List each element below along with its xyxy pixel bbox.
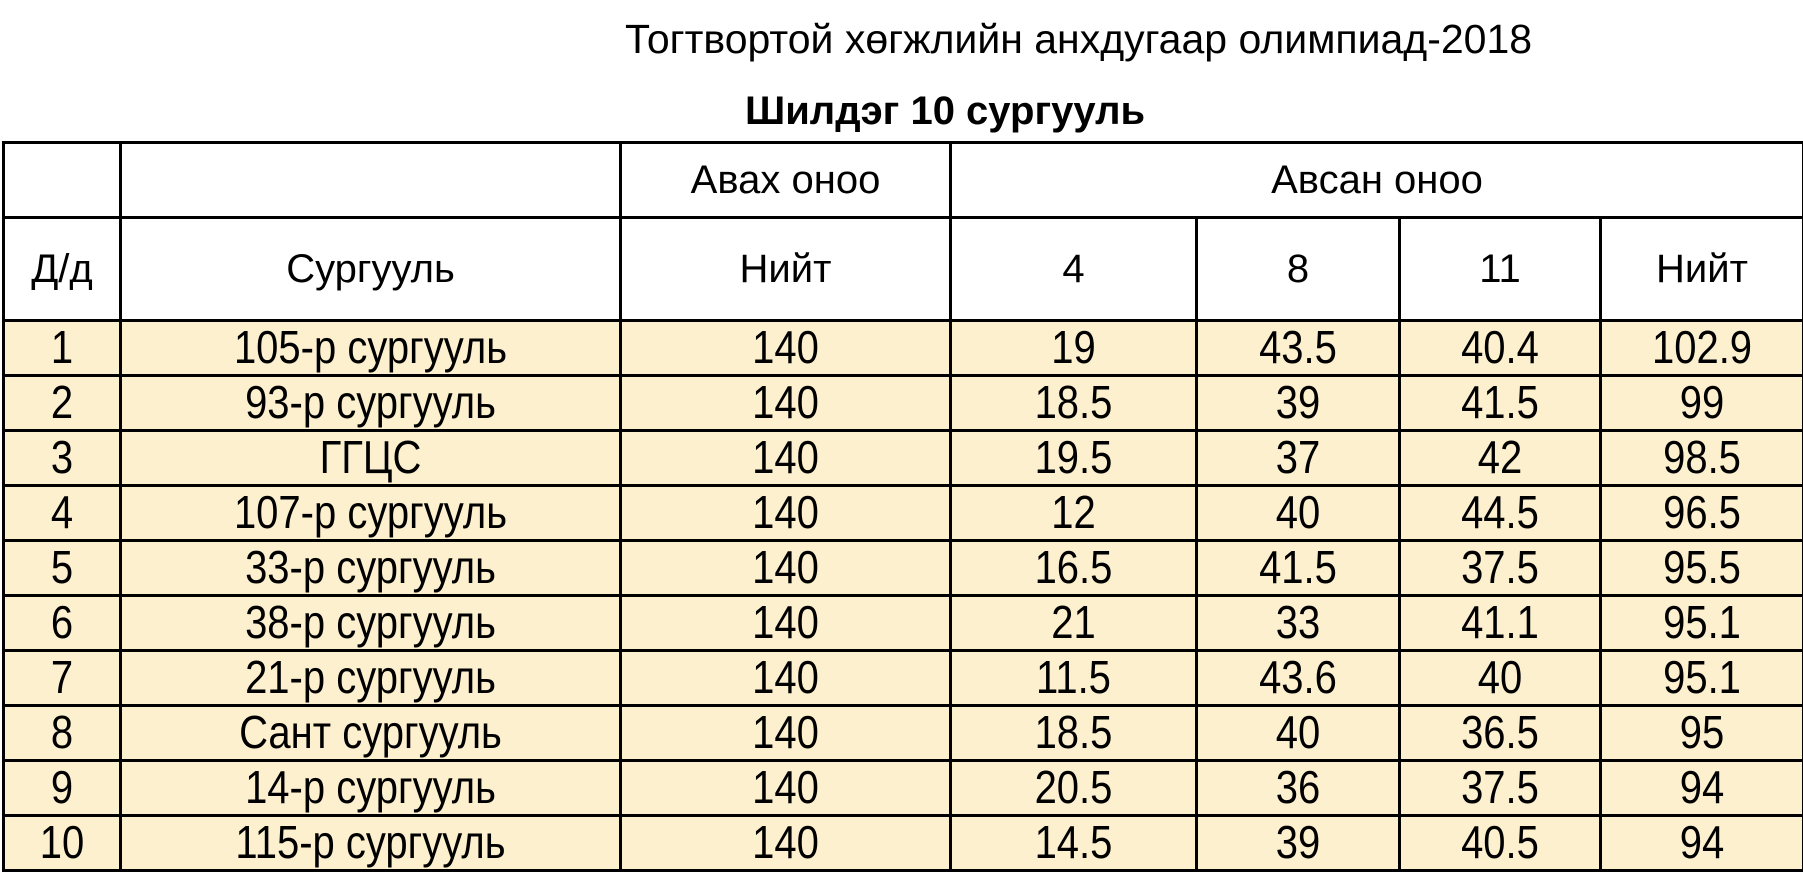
cell-rank — [4, 431, 121, 486]
cell-total — [1601, 761, 1803, 816]
cell-grade-11 — [1400, 486, 1601, 541]
cell-grade-11-text: 40.5 — [1461, 817, 1539, 869]
cell-grade-4 — [951, 816, 1197, 871]
header-rank: Д/д — [4, 218, 121, 321]
table-row — [4, 486, 1803, 541]
cell-grade-8-text: 41.5 — [1259, 542, 1337, 594]
cell-grade-11 — [1400, 431, 1601, 486]
table-row — [4, 321, 1803, 376]
cell-school — [121, 761, 621, 816]
cell-grade-4-text: 21 — [1051, 597, 1096, 649]
cell-rank-text: 7 — [51, 652, 73, 704]
cell-grade-8 — [1197, 321, 1400, 376]
cell-max-points — [621, 706, 951, 761]
cell-max-points — [621, 486, 951, 541]
table-row — [4, 651, 1803, 706]
cell-rank — [4, 706, 121, 761]
cell-total — [1601, 431, 1803, 486]
cell-grade-4 — [951, 486, 1197, 541]
cell-max-points-text: 140 — [752, 322, 819, 374]
cell-grade-11-text: 41.5 — [1461, 377, 1539, 429]
table-row — [4, 541, 1803, 596]
header-max-total: Нийт — [621, 218, 951, 321]
table-body — [4, 143, 1803, 871]
cell-rank — [4, 376, 121, 431]
cell-max-points-text: 140 — [752, 377, 819, 429]
cell-grade-4-text: 16.5 — [1035, 542, 1113, 594]
cell-school-text: 14-р сургууль — [245, 762, 496, 814]
cell-total — [1601, 596, 1803, 651]
cell-max-points-text: 140 — [752, 762, 819, 814]
cell-max-points-text: 140 — [752, 542, 819, 594]
cell-grade-11 — [1400, 321, 1601, 376]
cell-total-text: 95.5 — [1663, 542, 1741, 594]
cell-max-points — [621, 761, 951, 816]
cell-rank-text: 9 — [51, 762, 73, 814]
cell-grade-8-text: 40 — [1276, 707, 1321, 759]
cell-grade-11-text: 40.4 — [1461, 322, 1539, 374]
cell-grade-11-text: 37.5 — [1461, 542, 1539, 594]
cell-school — [121, 651, 621, 706]
cell-grade-8 — [1197, 376, 1400, 431]
cell-school — [121, 431, 621, 486]
cell-total — [1601, 651, 1803, 706]
cell-grade-11 — [1400, 596, 1601, 651]
cell-school — [121, 486, 621, 541]
cell-grade-4-text: 18.5 — [1035, 707, 1113, 759]
cell-grade-4 — [951, 596, 1197, 651]
cell-school — [121, 321, 621, 376]
cell-total-text: 95.1 — [1663, 597, 1741, 649]
cell-rank-text: 1 — [51, 322, 73, 374]
cell-grade-4-text: 12 — [1051, 487, 1096, 539]
cell-rank-text: 5 — [51, 542, 73, 594]
cell-rank-text: 6 — [51, 597, 73, 649]
cell-grade-11 — [1400, 541, 1601, 596]
cell-total — [1601, 376, 1803, 431]
cell-grade-11 — [1400, 706, 1601, 761]
header-grade-8: 8 — [1197, 218, 1400, 321]
table-row — [4, 761, 1803, 816]
cell-grade-4-text: 18.5 — [1035, 377, 1113, 429]
cell-grade-11 — [1400, 376, 1601, 431]
cell-grade-8-text: 33 — [1276, 597, 1321, 649]
cell-grade-8-text: 39 — [1276, 377, 1321, 429]
cell-rank — [4, 816, 121, 871]
cell-grade-11-text: 42 — [1478, 432, 1523, 484]
cell-total-text: 95 — [1680, 707, 1725, 759]
cell-school-text: 21-р сургууль — [245, 652, 496, 704]
cell-rank — [4, 486, 121, 541]
cell-school-text: 105-р сургууль — [234, 322, 507, 374]
cell-rank — [4, 321, 121, 376]
cell-total-text: 96.5 — [1663, 487, 1741, 539]
cell-grade-11 — [1400, 651, 1601, 706]
cell-max-points — [621, 651, 951, 706]
header-grade-4: 4 — [951, 218, 1197, 321]
cell-grade-4-text: 11.5 — [1036, 652, 1111, 704]
cell-rank-text: 4 — [51, 487, 73, 539]
cell-max-points-text: 140 — [752, 652, 819, 704]
cell-grade-11-text: 40 — [1478, 652, 1523, 704]
cell-grade-11-text: 37.5 — [1461, 762, 1539, 814]
cell-grade-11-text: 41.1 — [1461, 597, 1539, 649]
cell-grade-11-text: 44.5 — [1461, 487, 1539, 539]
table-row — [4, 376, 1803, 431]
cell-total-text: 95.1 — [1663, 652, 1741, 704]
cell-school — [121, 816, 621, 871]
cell-school-text: 115-р сургууль — [235, 817, 505, 869]
header-total: Нийт — [1601, 218, 1803, 321]
cell-max-points — [621, 541, 951, 596]
cell-max-points-text: 140 — [752, 487, 819, 539]
cell-rank — [4, 651, 121, 706]
cell-total — [1601, 486, 1803, 541]
cell-grade-8 — [1197, 486, 1400, 541]
cell-grade-8-text: 39 — [1276, 817, 1321, 869]
cell-grade-4 — [951, 651, 1197, 706]
cell-grade-4 — [951, 706, 1197, 761]
cell-rank — [4, 761, 121, 816]
cell-grade-4 — [951, 321, 1197, 376]
cell-grade-8 — [1197, 596, 1400, 651]
cell-max-points — [621, 596, 951, 651]
cell-max-points-text: 140 — [752, 707, 819, 759]
cell-max-points — [621, 376, 951, 431]
cell-total-text: 94 — [1680, 762, 1725, 814]
cell-grade-8-text: 40 — [1276, 487, 1321, 539]
header-row-groups — [4, 143, 1803, 218]
cell-school-text: 107-р сургууль — [234, 487, 507, 539]
cell-total-text: 94 — [1680, 817, 1725, 869]
cell-school — [121, 376, 621, 431]
header-max-points: Авах оноо — [621, 143, 951, 218]
cell-grade-4 — [951, 541, 1197, 596]
table-row — [4, 816, 1803, 871]
cell-grade-8 — [1197, 651, 1400, 706]
header-earned-points: Авсан оноо — [951, 143, 1803, 218]
cell-grade-8-text: 36 — [1276, 762, 1321, 814]
cell-grade-8 — [1197, 761, 1400, 816]
page-subtitle: Шилдэг 10 сургууль — [0, 86, 1803, 136]
cell-rank-text: 8 — [51, 707, 73, 759]
cell-grade-11 — [1400, 816, 1601, 871]
cell-max-points — [621, 321, 951, 376]
table-row — [4, 596, 1803, 651]
cell-max-points — [621, 431, 951, 486]
cell-max-points — [621, 816, 951, 871]
cell-grade-4-text: 14.5 — [1035, 817, 1113, 869]
cell-grade-8-text: 37 — [1276, 432, 1321, 484]
cell-school-text: Сант сургууль — [239, 707, 502, 759]
cell-rank — [4, 596, 121, 651]
cell-school — [121, 541, 621, 596]
cell-grade-4-text: 19.5 — [1035, 432, 1113, 484]
cell-total-text: 102.9 — [1652, 322, 1752, 374]
cell-grade-4 — [951, 376, 1197, 431]
header-grade-11: 11 — [1400, 218, 1601, 321]
cell-grade-8-text: 43.5 — [1259, 322, 1337, 374]
cell-grade-4-text: 20.5 — [1035, 762, 1113, 814]
cell-total — [1601, 321, 1803, 376]
cell-school-text: 93-р сургууль — [245, 377, 496, 429]
results-table — [2, 141, 1803, 872]
cell-grade-4-text: 19 — [1051, 322, 1096, 374]
cell-grade-8 — [1197, 431, 1400, 486]
table-row — [4, 706, 1803, 761]
cell-school-text: 33-р сургууль — [245, 542, 496, 594]
cell-max-points-text: 140 — [752, 817, 819, 869]
table-row — [4, 431, 1803, 486]
cell-grade-11-text: 36.5 — [1461, 707, 1539, 759]
cell-rank-text: 3 — [51, 432, 73, 484]
header-school: Сургууль — [121, 218, 621, 321]
cell-rank — [4, 541, 121, 596]
cell-school — [121, 596, 621, 651]
page-title: Тогтвортой хөгжлийн анхдугаар олимпиад-2018 — [0, 12, 1803, 66]
cell-total-text: 99 — [1680, 377, 1725, 429]
cell-school — [121, 706, 621, 761]
cell-grade-8 — [1197, 816, 1400, 871]
cell-school-text: 38-р сургууль — [245, 597, 496, 649]
header-row-columns — [4, 218, 1803, 321]
cell-grade-4 — [951, 431, 1197, 486]
cell-rank-text: 10 — [40, 817, 85, 869]
cell-max-points-text: 140 — [752, 432, 819, 484]
cell-rank-text: 2 — [51, 377, 73, 429]
cell-grade-11 — [1400, 761, 1601, 816]
cell-grade-8-text: 43.6 — [1259, 652, 1337, 704]
cell-grade-8 — [1197, 541, 1400, 596]
cell-total — [1601, 706, 1803, 761]
cell-max-points-text: 140 — [752, 597, 819, 649]
header-empty-school — [121, 143, 621, 218]
cell-total — [1601, 816, 1803, 871]
cell-grade-8 — [1197, 706, 1400, 761]
header-empty-rank — [4, 143, 121, 218]
cell-total-text: 98.5 — [1663, 432, 1741, 484]
cell-grade-4 — [951, 761, 1197, 816]
cell-total — [1601, 541, 1803, 596]
cell-school-text: ГГЦС — [320, 432, 422, 484]
